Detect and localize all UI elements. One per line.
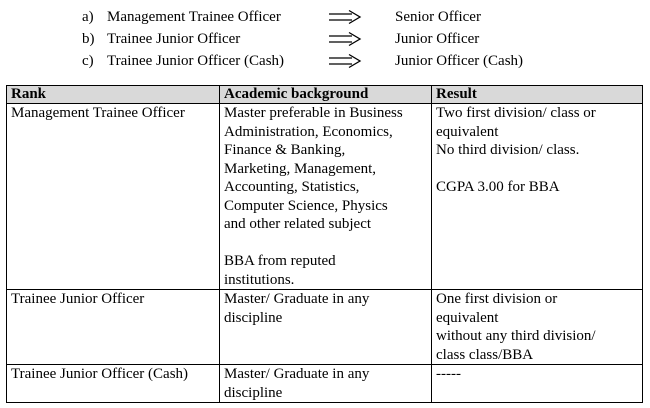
academic-line: and other related subject	[224, 216, 372, 232]
mapping-item	[82, 28, 642, 50]
mapping-from-rank: Trainee Junior Officer (Cash)	[107, 53, 285, 69]
academic-cell	[220, 365, 432, 403]
academic-line: discipline	[224, 309, 283, 326]
result-line: -----	[436, 366, 461, 382]
result-line: One first division or	[436, 291, 558, 307]
result-line: equivalent	[436, 309, 499, 326]
mapping-from-rank: Management Trainee Officer	[107, 9, 281, 25]
mapping-from-rank: Trainee Junior Officer	[107, 31, 241, 47]
header-rank: Rank	[7, 86, 220, 104]
paragraph-gap	[436, 160, 638, 179]
result-line: Two first division/ class or	[436, 105, 596, 121]
rank-name: Management Trainee Officer	[11, 105, 185, 121]
result-cell	[432, 290, 643, 365]
result-cell	[432, 104, 643, 290]
academic-line: Accounting, Statistics,	[224, 179, 360, 195]
academic-line: Marketing, Management,	[224, 160, 377, 177]
academic-line: discipline	[224, 384, 283, 401]
mapping-to-rank: Senior Officer	[395, 9, 481, 25]
academic-line: Master preferable in Business	[224, 105, 403, 121]
rank-name: Trainee Junior Officer (Cash)	[11, 366, 189, 382]
table-header-row	[7, 86, 643, 104]
rank-cell	[7, 365, 220, 403]
academic-line: Master/ Graduate in any	[224, 291, 370, 307]
table-row	[7, 104, 643, 290]
mapping-to-rank: Junior Officer (Cash)	[395, 53, 524, 69]
result-line: equivalent	[436, 123, 499, 140]
table-row	[7, 290, 643, 365]
mapping-letter: b)	[82, 31, 95, 47]
academic-line: Computer Science, Physics	[224, 197, 388, 214]
academic-line: Finance & Banking,	[224, 142, 346, 158]
paragraph-gap	[224, 234, 427, 253]
result-line: class class/BBA	[436, 346, 534, 363]
academic-line: Administration, Economics,	[224, 123, 393, 140]
mapping-letter: a)	[82, 9, 94, 25]
academic-line: institutions.	[224, 271, 295, 288]
mapping-to-rank: Junior Officer	[395, 31, 480, 47]
double-right-arrow-icon	[328, 31, 362, 47]
header-result: Result	[432, 86, 643, 104]
header-academic-background: Academic background	[220, 86, 432, 104]
double-right-arrow-icon	[328, 53, 362, 69]
mapping-item	[82, 6, 642, 28]
rank-cell	[7, 290, 220, 365]
table-row	[7, 365, 643, 403]
promotion-mapping-list	[82, 6, 642, 72]
academic-line: BBA from reputed	[224, 253, 336, 269]
academic-cell	[220, 104, 432, 290]
academic-line: Master/ Graduate in any	[224, 366, 370, 382]
result-cell	[432, 365, 643, 403]
result-line: without any third division/	[436, 328, 596, 344]
result-line: CGPA 3.00 for BBA	[436, 179, 560, 195]
mapping-item	[82, 50, 642, 72]
rank-cell	[7, 104, 220, 290]
double-right-arrow-icon	[328, 9, 362, 25]
rank-name: Trainee Junior Officer	[11, 291, 145, 307]
rank-requirements-table	[6, 85, 643, 403]
academic-cell	[220, 290, 432, 365]
mapping-letter: c)	[82, 53, 94, 69]
result-line: No third division/ class.	[436, 142, 580, 158]
